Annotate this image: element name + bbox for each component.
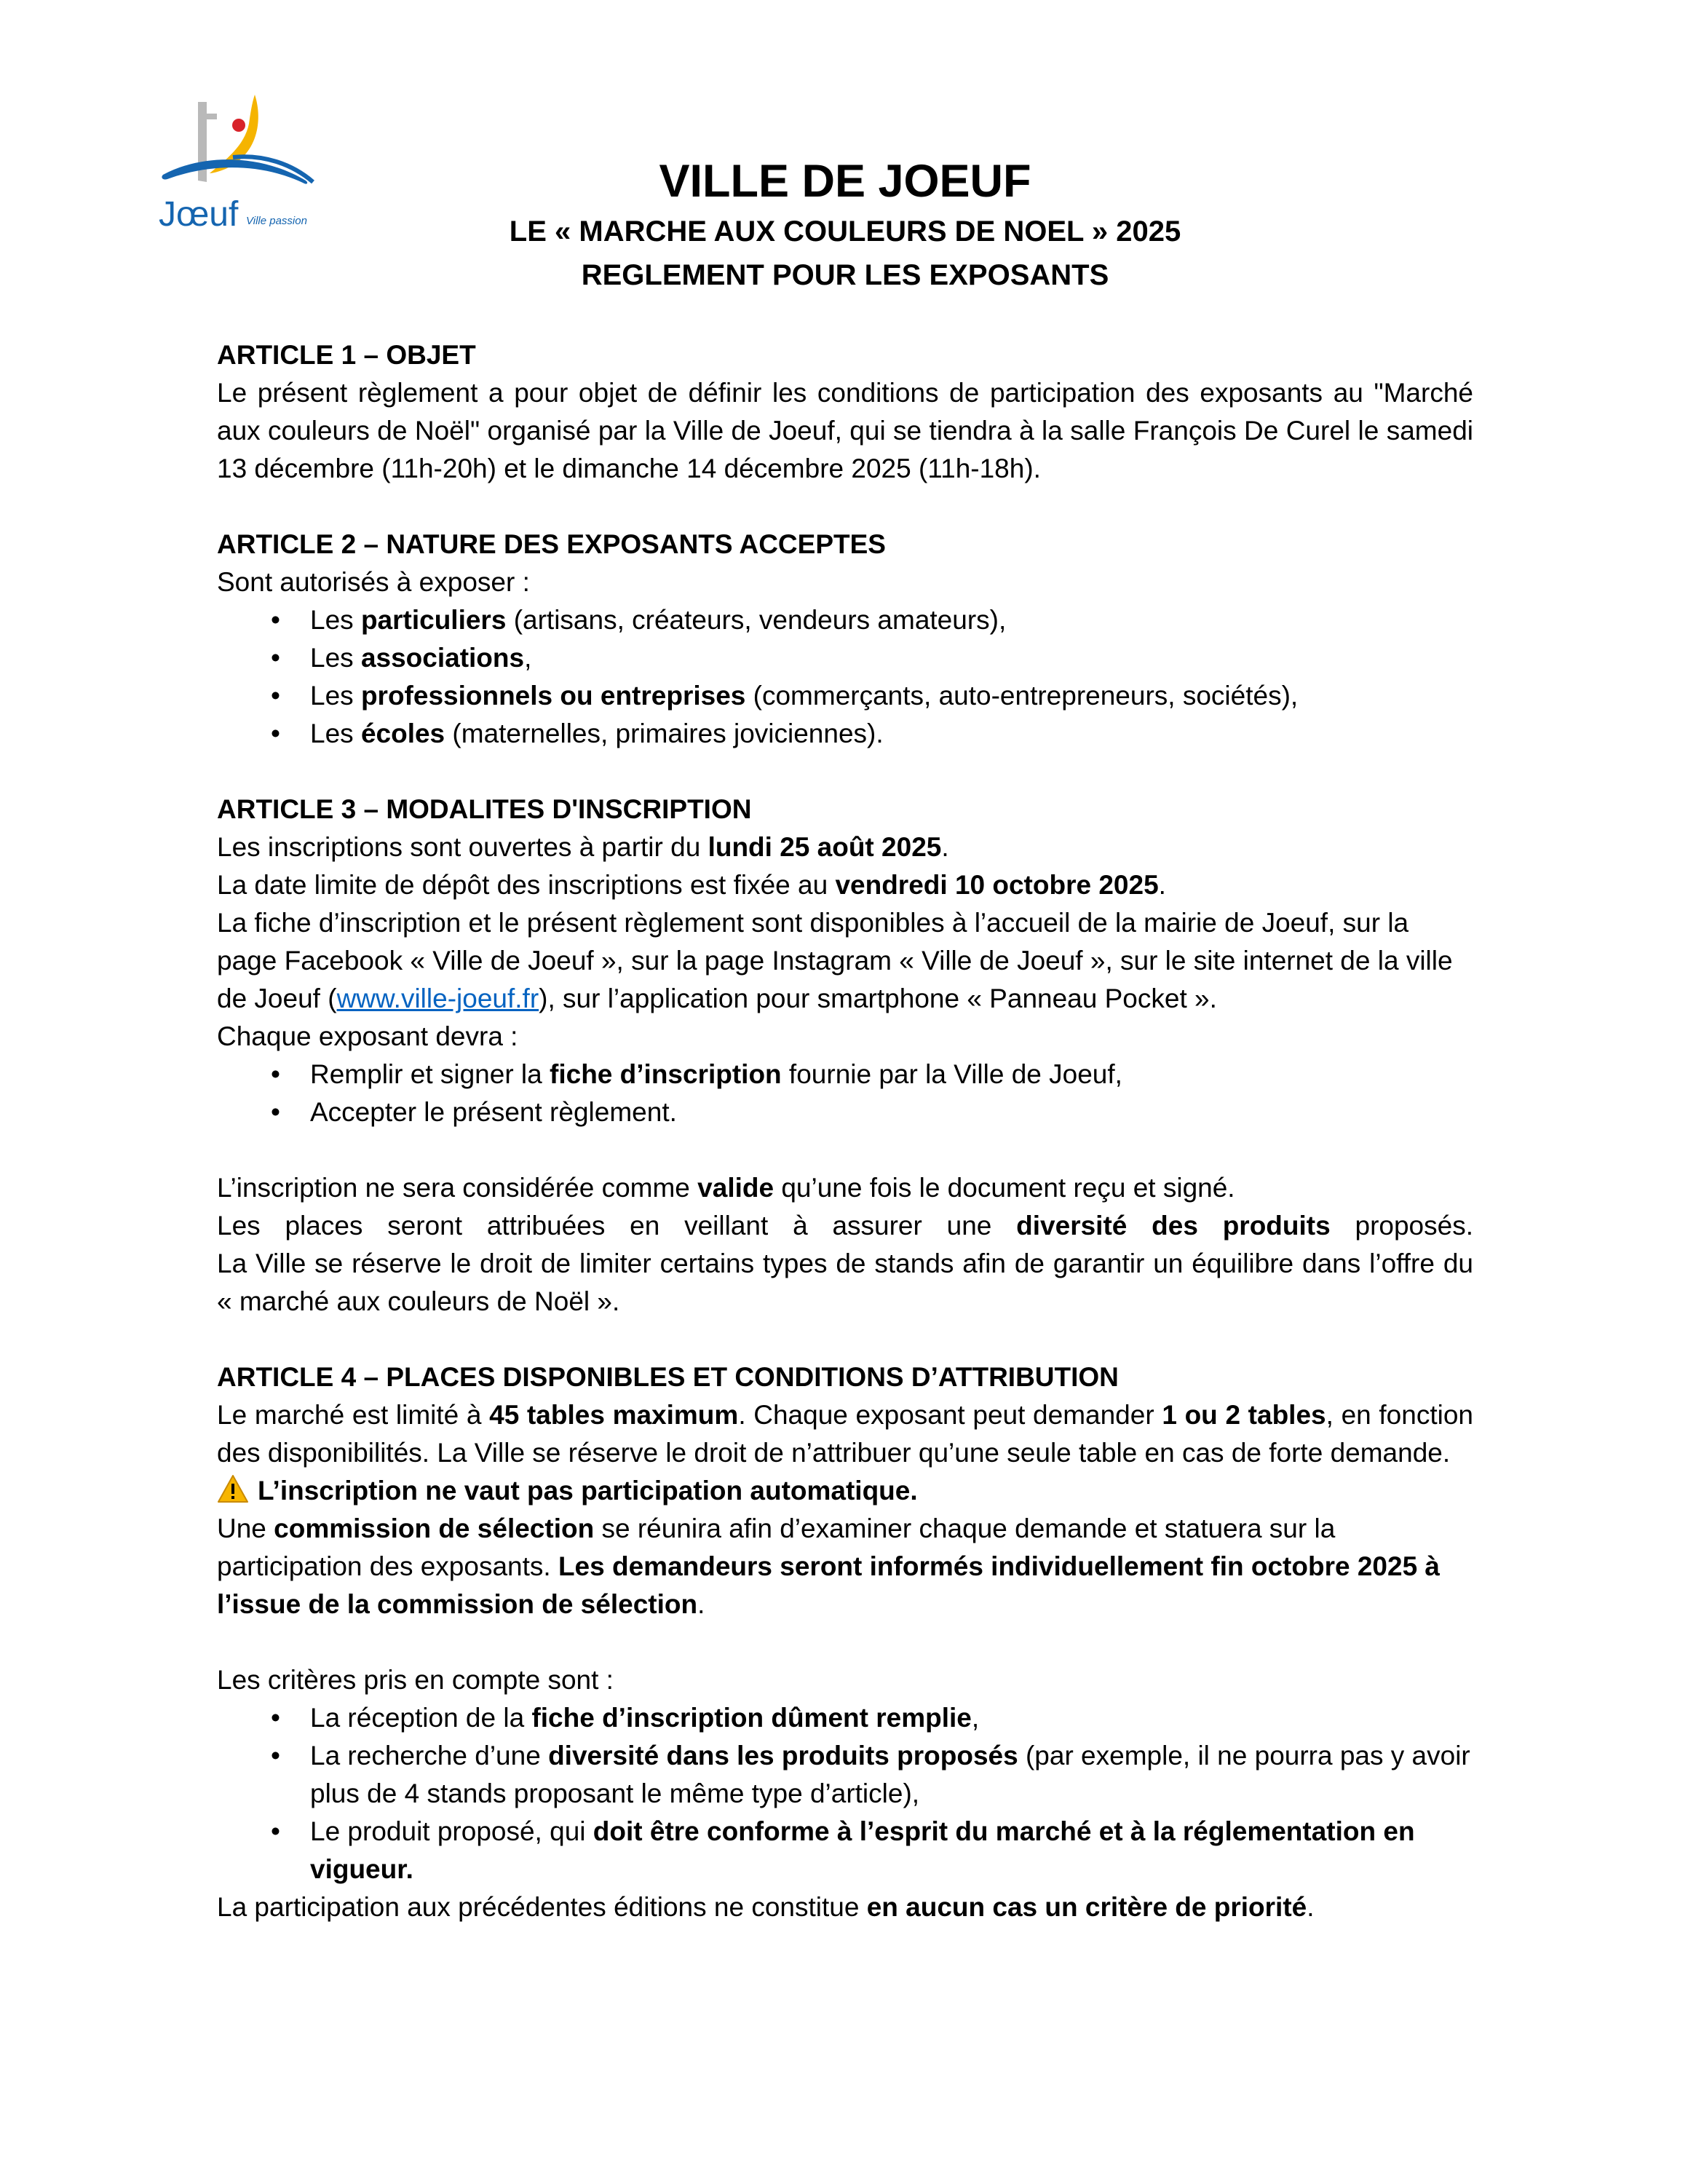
article-2-intro: Sont autorisés à exposer : [217, 567, 530, 597]
document-header [217, 153, 1473, 297]
exhibitor-types-list [217, 601, 1473, 753]
website-link[interactable]: www.ville-joeuf.fr [336, 984, 539, 1013]
criteria-list [217, 1699, 1473, 1888]
list-item: • Remplir et signer la fiche d’inscription fournie par la Ville de Joeuf, [217, 1056, 1473, 1093]
warning-text: L’inscription ne vaut pas participation automatique. [217, 1472, 1473, 1510]
article-4 [217, 1358, 1473, 1926]
logo-brand-text: Jœuf [159, 195, 239, 234]
article-2-title: ARTICLE 2 – NATURE DES EXPOSANTS ACCEPTES [217, 529, 886, 559]
list-item: • La recherche d’une diversité dans les produits proposés (par exemple, il ne pourra pas y avoir plus de 4 stands proposant le même type d’article), [217, 1737, 1473, 1813]
list-item: • Accepter le présent règlement. [217, 1093, 1473, 1131]
registration-open-date: Les inscriptions sont ouvertes à partir du lundi 25 août 2025. [217, 832, 949, 862]
criteria-intro: Les critères pris en compte sont : [217, 1665, 614, 1695]
requirements-intro: Chaque exposant devra : [217, 1021, 518, 1051]
article-1-title: ARTICLE 1 – OBJET [217, 340, 476, 370]
article-1-text: Le présent règlement a pour objet de définir les conditions de participation des exposants au "Marché aux couleurs de Noël" organisé par la Ville de Joeuf, qui se tiendra à la salle François De Curel le samedi 13 décembre (11h-20h) et le dimanche 14 décembre 2025 (11h-18h). [217, 378, 1473, 483]
article-1 [217, 336, 1473, 488]
list-item: • Les professionnels ou entreprises (commerçants, auto-entrepreneurs, sociétés), [217, 677, 1473, 715]
article-4-title: ARTICLE 4 – PLACES DISPONIBLES ET CONDITIONS D’ATTRIBUTION [217, 1362, 1119, 1392]
list-item: • Les écoles (maternelles, primaires joviciennes). [217, 715, 1473, 753]
registration-deadline: La date limite de dépôt des inscriptions est fixée au vendredi 10 octobre 2025. [217, 870, 1166, 900]
diversity-text: Les places seront attribuées en veillant à assurer une diversité des produits proposés. [217, 1211, 1473, 1241]
commission-text: Une commission de sélection se réunira afin d’examiner chaque demande et statuera sur la participation des exposants. Les demandeurs seront informés individuellement fin octobre 2025 à l’issue de la commission de sélection. [217, 1514, 1440, 1619]
validity-text: L’inscription ne sera considérée comme valide qu’une fois le document reçu et signé. [217, 1173, 1235, 1203]
tables-text: Le marché est limité à 45 tables maximum. Chaque exposant peut demander 1 ou 2 tables, en fonction des disponibilités. La Ville se réserve le droit de n’attribuer qu’une seule table en cas de forte demande. [217, 1400, 1473, 1468]
article-3-title: ARTICLE 3 – MODALITES D'INSCRIPTION [217, 794, 752, 824]
document-body [217, 336, 1473, 1926]
list-item: • Le produit proposé, qui doit être conforme à l’esprit du marché et à la réglementation en vigueur. [217, 1813, 1473, 1888]
list-item: • Les particuliers (artisans, créateurs, vendeurs amateurs), [217, 601, 1473, 639]
logo-tagline: Ville passion [246, 215, 307, 227]
limit-text: La Ville se réserve le droit de limiter certains types de stands afin de garantir un équilibre dans l’offre du « marché aux couleurs de Noël ». [217, 1249, 1473, 1316]
page-subtitle: LE « MARCHE AUX COULEURS DE NOEL » 2025 [509, 215, 1181, 248]
article-2 [217, 526, 1473, 753]
article-3 [217, 791, 1473, 1321]
list-item: • Les associations, [217, 639, 1473, 677]
requirements-list [217, 1056, 1473, 1131]
page-title: VILLE DE JOEUF [659, 156, 1031, 207]
warning-icon [217, 1473, 249, 1504]
priority-text: La participation aux précédentes éditions ne constitue en aucun cas un critère de priorité. [217, 1892, 1315, 1922]
list-item: • La réception de la fiche d’inscription dûment remplie, [217, 1699, 1473, 1737]
page-subtitle-2: REGLEMENT POUR LES EXPOSANTS [581, 259, 1109, 291]
availability-text: La fiche d’inscription et le présent règlement sont disponibles à l’accueil de la mairie de Joeuf, sur la page Facebook « Ville de Joeuf », sur la page Instagram « Ville de Joeuf », sur le site internet de la ville de Joeuf (www.ville-joeuf.fr), sur l’application pour smartphone « Panneau Pocket ». [217, 908, 1453, 1013]
